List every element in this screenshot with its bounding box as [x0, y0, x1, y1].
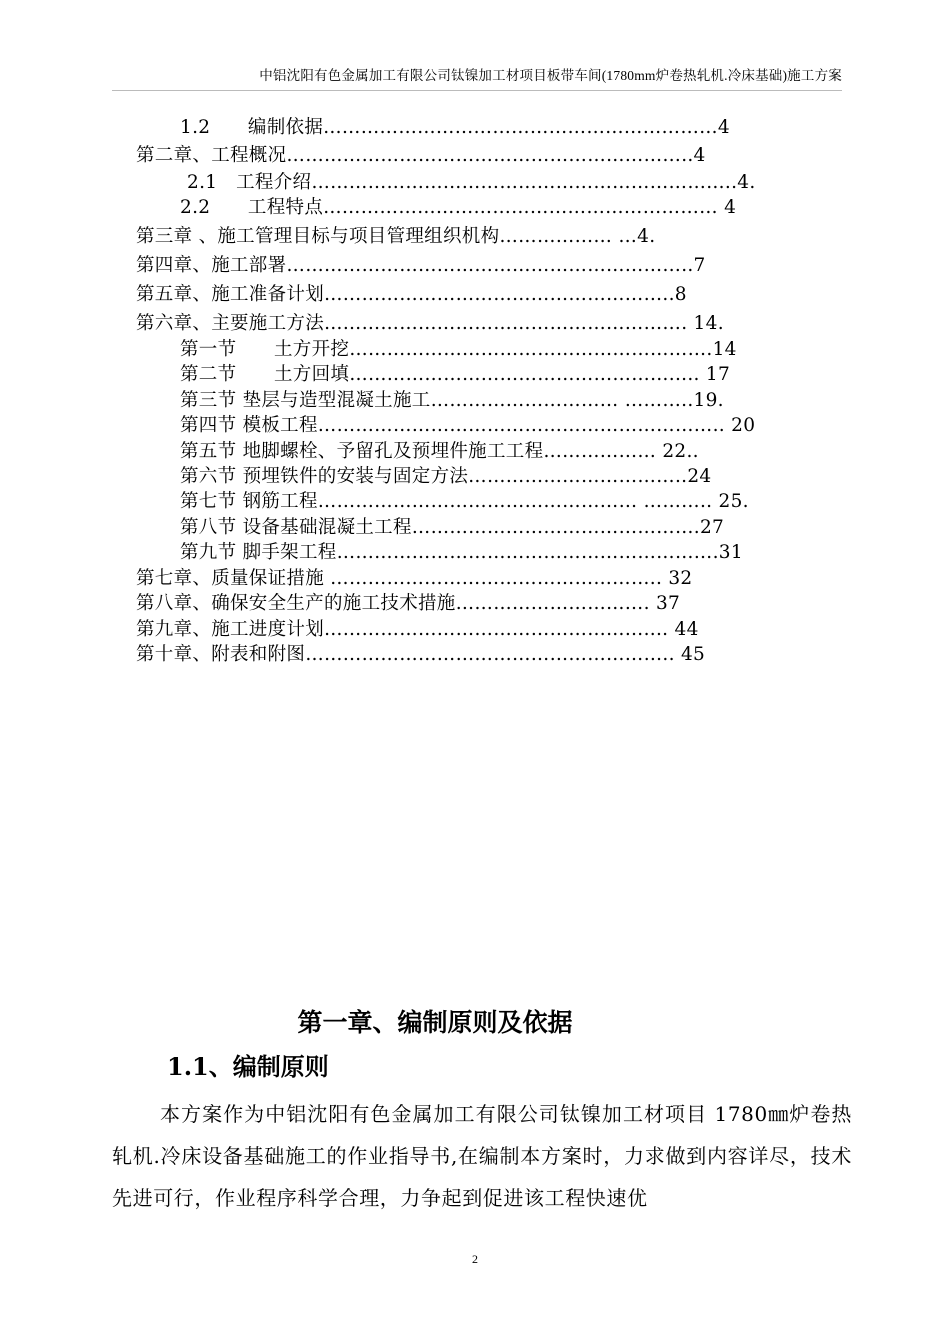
body-paragraph: 本方案作为中铝沈阳有色金属加工有限公司钛镍加工材项目 1780㎜炉卷热轧机.冷床设备基础施工的作业指导书,在编制本方案时，力求做到内容详尽，技术先进可行，作业程序科学合理，力争起到促进该工程快速优: [112, 1102, 852, 1210]
toc-entry: 第八节 设备基础混凝土工程……………………………………….27: [180, 517, 725, 538]
toc-entry: 第八章、确保安全生产的施工技术措施…………………………. 37: [136, 593, 681, 614]
toc-entry: 2.1 工程介绍…………………………………………………………..4.: [187, 172, 756, 193]
toc-entry: 第一节 土方开挖………………………………………………….14: [180, 339, 737, 360]
toc-entry: 第二章、工程概况………………………………………………………..4: [136, 145, 706, 166]
toc-entry: 1.2 编制依据………………………………………………………4: [180, 117, 730, 138]
toc-entry: 第六章、主要施工方法…………………………………………………. 14.: [136, 313, 724, 334]
page-header: 中铝沈阳有色金属加工有限公司钛镍加工材项目板带车间(1780mm炉卷热轧机.冷床基础)施工方案: [112, 64, 842, 91]
toc-entry: 第三章 、施工管理目标与项目管理组织机构……………… …4.: [136, 226, 656, 247]
toc-entry: 第二节 土方回填……………………………………………..... 17: [180, 364, 731, 385]
toc-entry: 第九节 脚手架工程…………………………………………………….31: [180, 542, 743, 563]
toc-entry: 第十章、附表和附图………………………………………………….. 45: [136, 644, 706, 665]
toc-entry: 第五节 地脚螺栓、予留孔及预埋件施工工程……………… 22..: [180, 441, 699, 462]
toc-entry: 第五章、施工准备计划………………………………………………..8: [136, 284, 687, 305]
toc-entry: 第三节 垫层与造型混凝土施工………………………… ………..19.: [180, 390, 724, 411]
page-number: 2: [472, 1252, 478, 1266]
toc-entry: 第四章、施工部署………………………………………………………..7: [136, 255, 706, 276]
toc-entry: 2.2 工程特点……………………………………………………… 4: [180, 197, 737, 218]
section-title: 1.1、编制原则: [167, 1052, 329, 1081]
toc-entry: 第九章、施工进度计划…………………………………………….... 44: [136, 619, 699, 640]
toc-entry: 第四节 模板工程……………………………………………………….. 20: [180, 415, 756, 436]
toc-entry: 第六节 预埋铁件的安装与固定方法……………………………..24: [180, 466, 712, 487]
chapter-title: 第一章、编制原则及依据: [297, 1008, 573, 1037]
toc-entry: 第七章、质量保证措施 …………………………………………….. 32: [136, 568, 693, 589]
toc-entry: 第七节 钢筋工程…………………………………………… ……….. 25.: [180, 491, 749, 512]
